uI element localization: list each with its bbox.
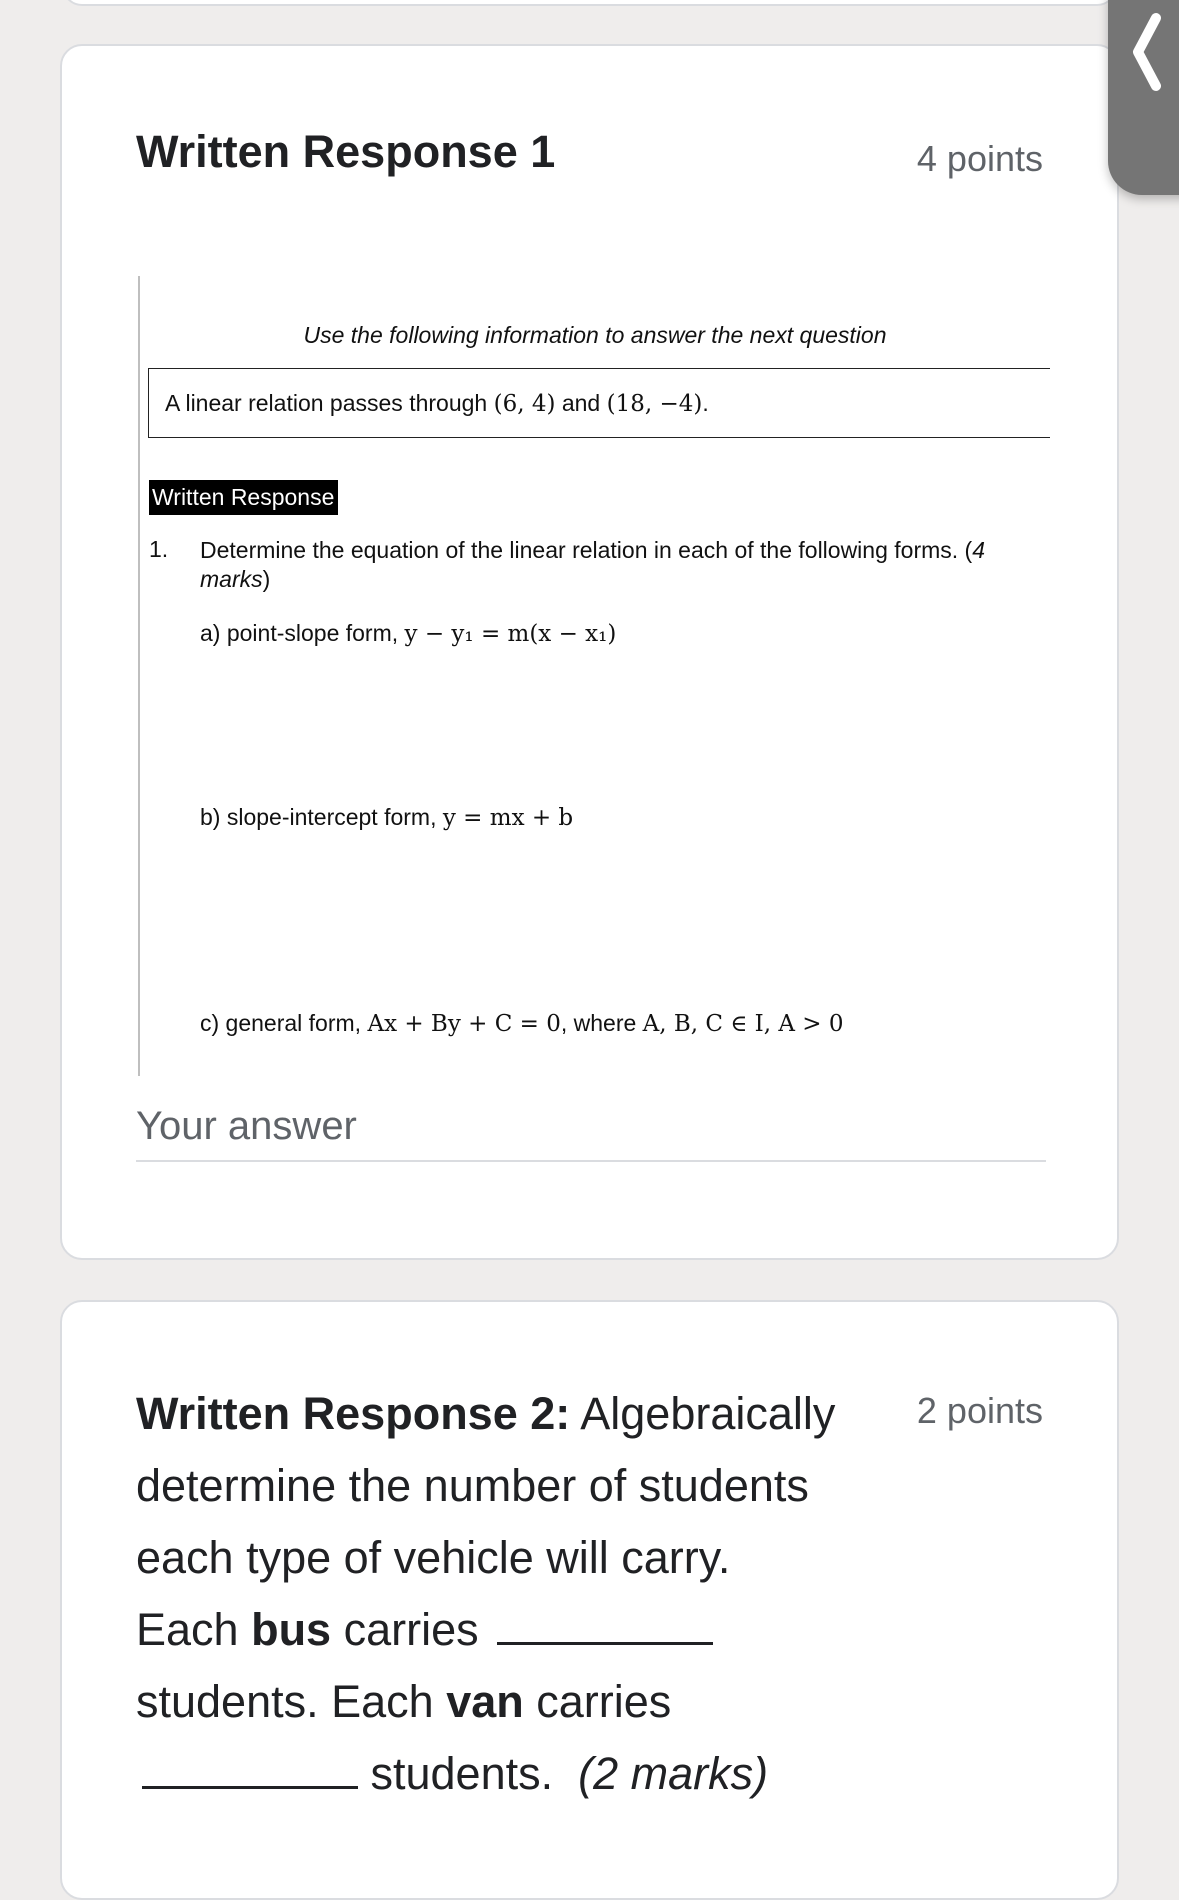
question-points: 4 points bbox=[916, 138, 1043, 179]
part-a-label: a) point-slope form, bbox=[200, 620, 405, 646]
part-b bbox=[200, 804, 573, 831]
info-box bbox=[148, 368, 1050, 438]
chevron-left-icon bbox=[1126, 12, 1166, 92]
part-c-math2: A, B, C ∈ I, A > 0 bbox=[642, 1011, 844, 1037]
part-c-where: , where bbox=[560, 1010, 643, 1036]
van-word: van bbox=[446, 1676, 524, 1727]
item-prompt: Determine the equation of the linear relation in each of the following forms. ( bbox=[200, 537, 973, 563]
info-text: A linear relation passes through bbox=[165, 390, 494, 416]
answer-input[interactable] bbox=[136, 1092, 1046, 1162]
question-card-1 bbox=[60, 44, 1119, 1260]
point-2: (18, −4) bbox=[606, 391, 703, 417]
part-a-math: y − y₁ = m(x − x₁) bbox=[404, 621, 617, 647]
part-b-math: y = mx + b bbox=[442, 805, 574, 831]
question-title: Written Response 1 bbox=[136, 126, 556, 177]
bus-word: bus bbox=[251, 1604, 332, 1655]
question-2-text bbox=[136, 1378, 896, 1810]
item-marks: 4 marks bbox=[200, 537, 986, 592]
previous-card-edge bbox=[62, 0, 1117, 6]
item-close: ) bbox=[262, 566, 271, 592]
question-2-title: Written Response 2: bbox=[136, 1388, 571, 1439]
point-1: (6, 4) bbox=[493, 391, 556, 417]
part-b-label: b) slope-intercept form, bbox=[200, 804, 443, 830]
side-panel-handle[interactable] bbox=[1108, 0, 1179, 195]
carries-text: carries bbox=[331, 1604, 492, 1655]
question-2-prompt: Algebraically determine the number of students each type of vehicle will carry. bbox=[136, 1388, 836, 1583]
part-c-math: Ax + By + C = 0 bbox=[367, 1011, 561, 1037]
info-and: and bbox=[555, 390, 607, 416]
students-each-text: students. Each bbox=[136, 1676, 447, 1727]
image-instructions: Use the following information to answer the next question bbox=[303, 322, 887, 348]
question-card-2 bbox=[60, 1300, 1119, 1900]
marks-text: (2 marks) bbox=[578, 1748, 769, 1799]
students-end-text: students. bbox=[358, 1748, 554, 1799]
carries-text-2: carries bbox=[523, 1676, 672, 1727]
item-number: 1. bbox=[149, 536, 169, 562]
written-response-tag: Written Response bbox=[149, 480, 338, 515]
van-blank bbox=[142, 1750, 358, 1789]
part-c bbox=[200, 1010, 844, 1037]
part-a bbox=[200, 620, 616, 647]
part-c-label: c) general form, bbox=[200, 1010, 368, 1036]
item-text bbox=[200, 536, 1030, 594]
question-image bbox=[138, 276, 1050, 1076]
info-suffix: . bbox=[702, 390, 709, 416]
question-2-points: 2 points bbox=[916, 1390, 1043, 1431]
bus-blank bbox=[497, 1606, 713, 1645]
each-text: Each bbox=[136, 1604, 252, 1655]
